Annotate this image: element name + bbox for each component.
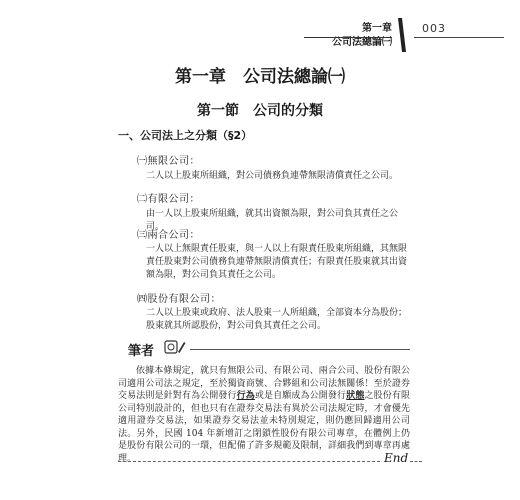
header-rule-right [414,37,504,38]
item-body-limited-partnership: 一人以上無限責任股東，與一人以上有限責任股東所組織，其無限責任股東對公司債務負連帶無限清償責任；有限責任股東就其出資額為限，對公司負其責任之公司。 [146,244,408,280]
item-title-company-limited-by-shares: ㈣股份有限公司： [137,294,221,305]
chapter-title: 第一章 公司法總論㈠ [175,67,345,87]
item-body-unlimited: 二人以上股東所組織，對公司債務負連帶無限清償責任之公司。 [146,171,399,181]
author-note-paragraph: 依據本條規定，就只有無限公司、有限公司、兩合公司、股份有限公司適用公司法之規定，至於獨資商號、合夥組和公司法無關係！至於證券交易法則是針對有為公開發行行為或是自願成為公開發行狀態之股份有限公司特別設計的，但也只有在證券交易法有異於公司法規定時，才會優先適用證券交易法，如果證券交易法並未特別規定，則仍應回歸適用公司法。另外，民國 104 年新增訂之閉鎖性股份有限公司專章，在體例上仍是股份有限公司的一環，但配備了許多規範及限制，詳細我們到專章再處理。 [118,366,410,464]
item-title-limited-partnership: ㈢兩合公司： [137,230,200,241]
end-dotted-tail [410,461,422,462]
item-title-limited: ㈡有限公司： [137,194,200,205]
end-mark: End [384,451,409,465]
item-body-company-limited-by-shares: 二人以上股東或政府、法人股東一人所組織，全部資本分為股份；股東就其所認股份，對公司負其責任之公司。 [146,308,408,331]
subsection-heading: 一、公司法上之分類（§2） [118,129,253,142]
emphasis-act: 行為 [236,391,255,401]
emphasis-status: 狀態 [346,391,365,401]
author-note-label: 筆者 [128,344,155,359]
header-rule-left [304,37,392,38]
end-dotted-rule [118,461,380,462]
header-title: 公司法總論㈠ [332,37,392,48]
item-body-limited: 由一人以上股東所組織，就其出資額為限，對公司負其責任之公司。 [146,209,399,232]
author-note-rule [190,349,410,350]
section-title: 第一節 公司的分類 [197,103,323,119]
pen-note-icon [164,338,186,356]
header-slash-mark [396,18,408,52]
header-chapter: 第一章 [362,23,392,34]
header-text [332,22,392,50]
running-header [244,18,504,60]
item-title-unlimited: ㈠無限公司： [137,156,200,167]
page-number: 003 [422,22,446,35]
